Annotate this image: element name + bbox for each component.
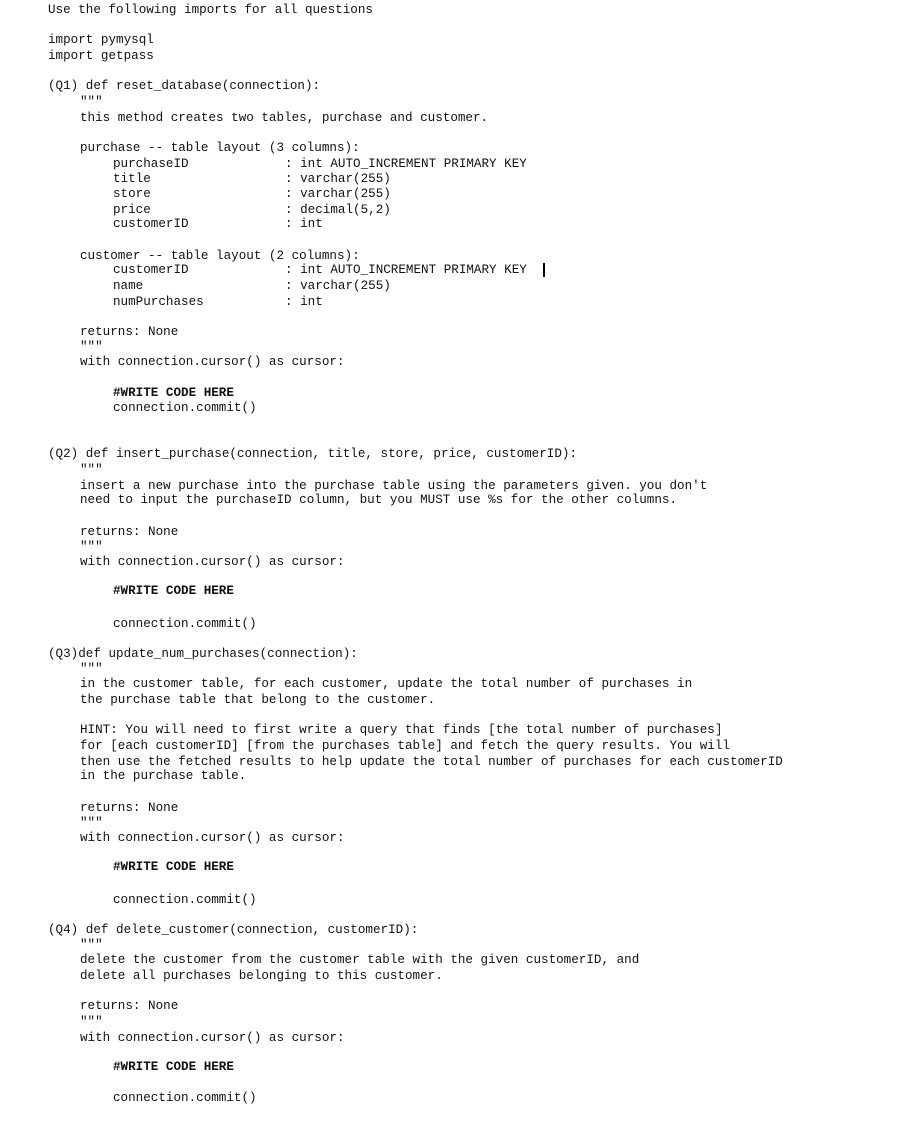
customer-col-name: numPurchases <box>113 295 204 309</box>
q2-commit: connection.commit() <box>113 617 257 631</box>
import-getpass: import getpass <box>48 49 154 63</box>
purchase-col-type: : int <box>285 217 323 231</box>
q4-description-line: delete the customer from the customer table with the given customerID, and <box>80 953 640 967</box>
q3-description-line: in the customer table, for each customer, update the total number of purchases in <box>80 677 693 691</box>
purchase-col-name: title <box>113 172 151 186</box>
q2-description-line: need to input the purchaseID column, but you MUST use %s for the other columns. <box>80 493 678 507</box>
customer-col-type: : int <box>285 295 323 309</box>
q3-hint-line: in the purchase table. <box>80 769 247 783</box>
purchase-col-name: price <box>113 203 151 217</box>
text-cursor <box>543 263 545 277</box>
purchase-col-name: purchaseID <box>113 157 189 171</box>
purchase-col-type: : varchar(255) <box>285 187 391 201</box>
q4-write-code-here: #WRITE CODE HERE <box>113 1060 234 1074</box>
purchase-col-type: : varchar(255) <box>285 172 391 186</box>
q1-signature: (Q1) def reset_database(connection): <box>48 79 321 93</box>
customer-col-name: name <box>113 279 144 293</box>
q3-with-cursor: with connection.cursor() as cursor: <box>80 831 345 845</box>
q2-signature: (Q2) def insert_purchase(connection, title, store, price, customerID): <box>48 447 578 461</box>
q3-hint-line: HINT: You will need to first write a query that finds [the total number of purchases] <box>80 723 723 737</box>
q2-docstring-open: """ <box>80 463 103 477</box>
q4-signature: (Q4) def delete_customer(connection, customerID): <box>48 923 419 937</box>
q2-with-cursor: with connection.cursor() as cursor: <box>80 555 345 569</box>
customer-col-type: : int AUTO_INCREMENT PRIMARY KEY <box>285 263 527 277</box>
q3-hint-line: for [each customerID] [from the purchases table] and fetch the query results. You will <box>80 739 730 753</box>
q1-commit: connection.commit() <box>113 401 257 415</box>
q4-returns: returns: None <box>80 999 179 1013</box>
purchase-table-heading: purchase -- table layout (3 columns): <box>80 141 360 155</box>
q3-description-line: the purchase table that belong to the customer. <box>80 693 436 707</box>
q2-description-line: insert a new purchase into the purchase table using the parameters given. you don't <box>80 479 708 493</box>
purchase-col-name: customerID <box>113 217 189 231</box>
q3-commit: connection.commit() <box>113 893 257 907</box>
intro-line: Use the following imports for all questions <box>48 3 373 17</box>
customer-col-type: : varchar(255) <box>285 279 391 293</box>
customer-col-name: customerID <box>113 263 189 277</box>
q4-commit: connection.commit() <box>113 1091 257 1105</box>
q1-write-code-here: #WRITE CODE HERE <box>113 386 234 400</box>
q3-write-code-here: #WRITE CODE HERE <box>113 860 234 874</box>
q2-write-code-here: #WRITE CODE HERE <box>113 584 234 598</box>
q4-docstring-open: """ <box>80 938 103 952</box>
q3-signature: (Q3)def update_num_purchases(connection): <box>48 647 358 661</box>
purchase-col-name: store <box>113 187 151 201</box>
q1-returns: returns: None <box>80 325 179 339</box>
q3-docstring-close: """ <box>80 816 103 830</box>
q3-docstring-open: """ <box>80 662 103 676</box>
purchase-col-type: : decimal(5,2) <box>285 203 391 217</box>
q4-with-cursor: with connection.cursor() as cursor: <box>80 1031 345 1045</box>
customer-table-heading: customer -- table layout (2 columns): <box>80 249 360 263</box>
q1-with-cursor: with connection.cursor() as cursor: <box>80 355 345 369</box>
q4-description-line: delete all purchases belonging to this customer. <box>80 969 443 983</box>
q4-docstring-close: """ <box>80 1015 103 1029</box>
q2-docstring-close: """ <box>80 540 103 554</box>
purchase-col-type: : int AUTO_INCREMENT PRIMARY KEY <box>285 157 527 171</box>
q3-returns: returns: None <box>80 801 179 815</box>
q1-docstring-close: """ <box>80 340 103 354</box>
q3-hint-line: then use the fetched results to help update the total number of purchases for each customerID <box>80 755 783 769</box>
import-pymysql: import pymysql <box>48 33 154 47</box>
q1-docstring-open: """ <box>80 95 103 109</box>
q2-returns: returns: None <box>80 525 179 539</box>
q1-description: this method creates two tables, purchase and customer. <box>80 111 489 125</box>
